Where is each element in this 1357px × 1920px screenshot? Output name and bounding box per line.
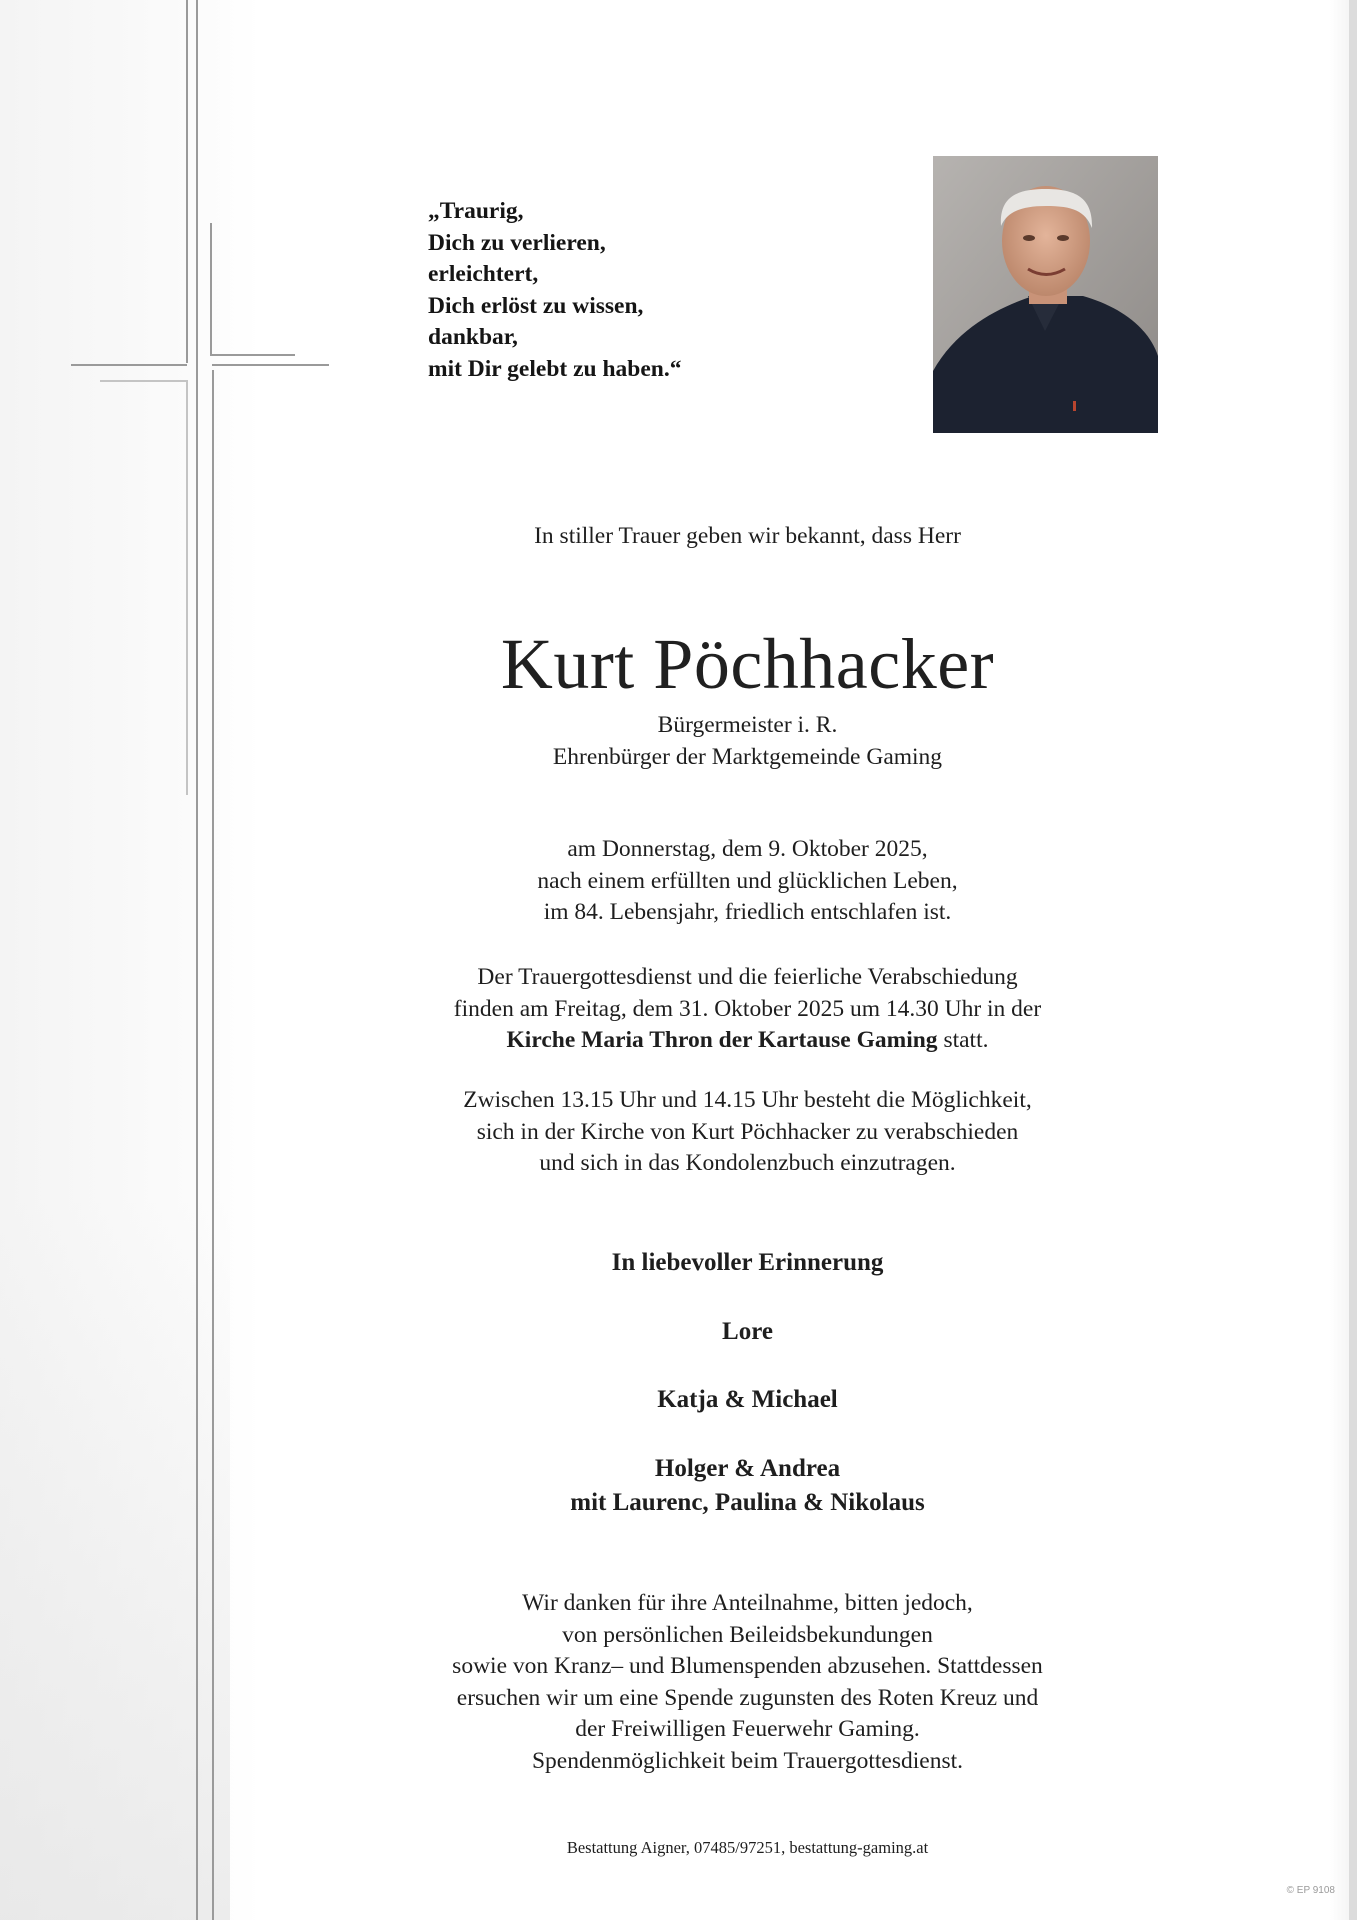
text-line: der Freiwilligen Feuerwehr Gaming. — [575, 1716, 920, 1742]
intro-text: In stiller Trauer geben wir bekannt, dass Herr — [534, 523, 961, 549]
family-member: Katja & Michael — [657, 1386, 838, 1413]
text-line: Der Trauergottesdienst und die feierliche Verabschiedung — [477, 964, 1018, 990]
family-member — [360, 1452, 1135, 1520]
text-line: im 84. Lebensjahr, friedlich entschlafen ist. — [543, 899, 952, 925]
text-line: und sich in das Kondolenzbuch einzutragen. — [539, 1150, 956, 1176]
text-line: Wir danken für ihre Anteilnahme, bitten jedoch, — [522, 1590, 973, 1616]
family-member-line: mit Laurenc, Paulina & Nikolaus — [570, 1489, 925, 1516]
text-line — [360, 1025, 1135, 1057]
text-line: sich in der Kirche von Kurt Pöchhacker zu verabschieden — [476, 1118, 1019, 1145]
service-details — [360, 962, 1135, 1057]
quote-line: Dich zu verlieren, — [428, 229, 606, 256]
text-line: Spendenmöglichkeit beim Trauergottesdienst. — [531, 1747, 963, 1774]
text-line: Zwischen 13.15 Uhr und 14.15 Uhr besteht die Möglichkeit, — [463, 1087, 1032, 1113]
deceased-name: Kurt Pöchhacker — [500, 624, 995, 704]
copyright-notice: © EP 9108 — [1286, 1885, 1335, 1896]
church-name: Kirche Maria Thron der Kartause Gaming — [506, 1027, 938, 1053]
text-line: finden am Freitag, dem 31. Oktober 2025 um 14.30 Uhr in der — [453, 995, 1042, 1022]
text-line: am Donnerstag, dem 9. Oktober 2025, — [567, 836, 928, 862]
portrait-photo — [933, 156, 1158, 433]
quote-line: mit Dir gelebt zu haben.“ — [428, 355, 682, 382]
text-line: nach einem erfüllten und glücklichen Leben, — [537, 867, 958, 894]
thanks-notice — [360, 1588, 1135, 1777]
title-line: Ehrenbürger der Marktgemeinde Gaming — [552, 743, 943, 770]
farewell-info — [360, 1085, 1135, 1180]
page-edge — [1349, 0, 1357, 1920]
quote-line: Dich erlöst zu wissen, — [428, 292, 644, 319]
text-fragment: statt. — [937, 1027, 989, 1053]
text-line: von persönlichen Beileidsbekundungen — [562, 1621, 933, 1648]
text-line: ersuchen wir um eine Spende zugunsten des Roten Kreuz und — [456, 1684, 1039, 1711]
text-line: sowie von Kranz– und Blumenspenden abzusehen. Stattdessen — [452, 1653, 1043, 1679]
quote-line: erleichtert, — [428, 261, 539, 287]
family-heading: In liebevoller Erinnerung — [611, 1249, 884, 1276]
funeral-home-footer: Bestattung Aigner, 07485/97251, bestattung-gaming.at — [566, 1838, 929, 1857]
family-member: Lore — [722, 1318, 773, 1345]
quote-line: „Traurig, — [428, 198, 524, 224]
death-notice — [360, 834, 1135, 929]
quote-line: dankbar, — [428, 324, 518, 350]
honorary-titles — [360, 710, 1135, 773]
family-member-line: Holger & Andrea — [654, 1455, 841, 1482]
memorial-quote — [428, 196, 682, 385]
title-line: Bürgermeister i. R. — [657, 712, 838, 738]
